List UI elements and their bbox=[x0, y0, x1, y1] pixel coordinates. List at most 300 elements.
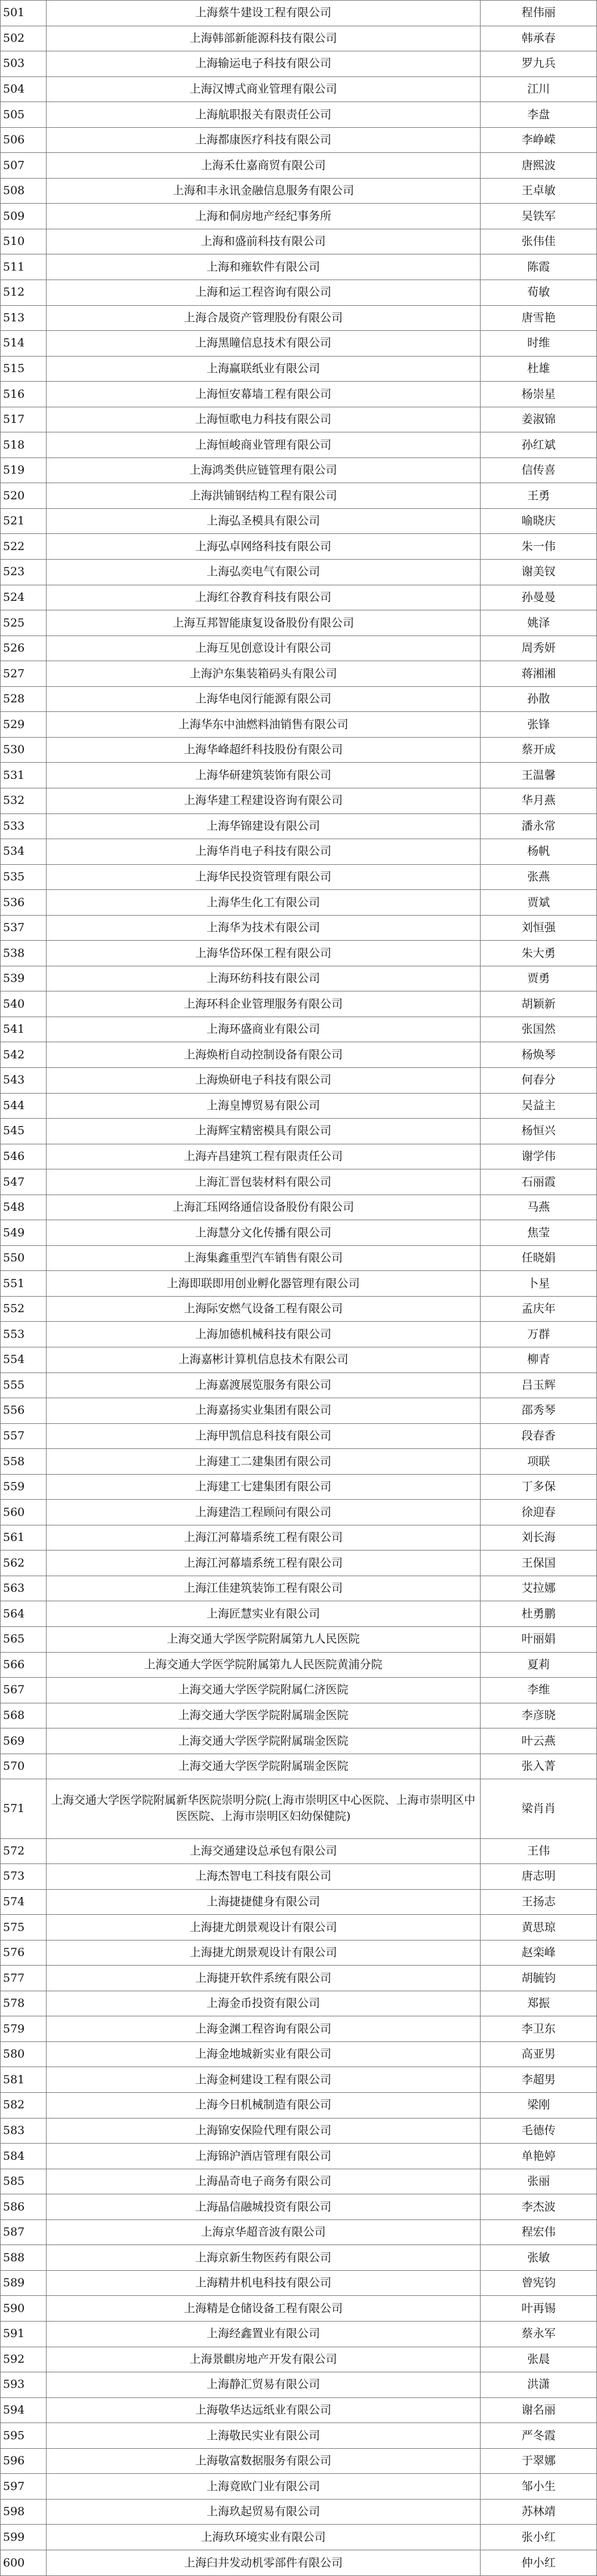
company-name: 上海华岱环保工程有限公司 bbox=[46, 941, 480, 966]
row-number: 501 bbox=[1, 1, 47, 26]
company-name: 上海敬富数据服务有限公司 bbox=[46, 2448, 480, 2474]
table-row bbox=[1, 788, 597, 813]
table-row bbox=[1, 1576, 597, 1601]
row-number: 579 bbox=[1, 2016, 47, 2042]
table-row bbox=[1, 661, 597, 687]
representative-name: 唐熙波 bbox=[481, 153, 597, 179]
representative-name: 李峥嵘 bbox=[481, 127, 597, 153]
company-name: 上海弘奕电气有限公司 bbox=[46, 560, 480, 585]
company-name: 上海江佳建筑装饰工程有限公司 bbox=[46, 1576, 480, 1601]
table-row bbox=[1, 508, 597, 534]
row-number: 566 bbox=[1, 1652, 47, 1678]
row-number: 537 bbox=[1, 915, 47, 941]
row-number: 599 bbox=[1, 2525, 47, 2550]
representative-name: 罗九兵 bbox=[481, 51, 597, 77]
row-number: 577 bbox=[1, 1966, 47, 1991]
representative-name: 杨恒兴 bbox=[481, 1119, 597, 1144]
row-number: 520 bbox=[1, 483, 47, 509]
row-number: 570 bbox=[1, 1754, 47, 1779]
table-row bbox=[1, 2448, 597, 2474]
table-row bbox=[1, 1889, 597, 1915]
company-name: 上海汇珏网络通信设备股份有限公司 bbox=[46, 1195, 480, 1220]
table-row bbox=[1, 1093, 597, 1119]
company-name: 上海静汇贸易有限公司 bbox=[46, 2372, 480, 2398]
representative-name: 张入菁 bbox=[481, 1754, 597, 1779]
representative-name: 任晓娟 bbox=[481, 1245, 597, 1271]
row-number: 583 bbox=[1, 2118, 47, 2144]
table-row bbox=[1, 686, 597, 712]
company-name: 上海辉宝精密模具有限公司 bbox=[46, 1119, 480, 1144]
representative-name: 李彦晓 bbox=[481, 1703, 597, 1728]
row-number: 582 bbox=[1, 2093, 47, 2118]
representative-name: 徐迎春 bbox=[481, 1500, 597, 1525]
table-row bbox=[1, 1449, 597, 1475]
company-name: 上海环盛商业有限公司 bbox=[46, 1017, 480, 1042]
representative-name: 王扬志 bbox=[481, 1889, 597, 1915]
representative-name: 陈霞 bbox=[481, 254, 597, 280]
row-number: 506 bbox=[1, 127, 47, 153]
row-number: 580 bbox=[1, 2041, 47, 2067]
row-number: 536 bbox=[1, 890, 47, 916]
table-row bbox=[1, 51, 597, 77]
table-row bbox=[1, 712, 597, 738]
table-row bbox=[1, 635, 597, 661]
representative-name: 张小红 bbox=[481, 2525, 597, 2550]
company-name: 上海建工七建集团有限公司 bbox=[46, 1474, 480, 1500]
representative-name: 贾斌 bbox=[481, 890, 597, 916]
row-number: 565 bbox=[1, 1627, 47, 1653]
company-name: 上海华东中油燃料油销售有限公司 bbox=[46, 712, 480, 738]
company-name: 上海玖环境实业有限公司 bbox=[46, 2525, 480, 2550]
table-row bbox=[1, 1474, 597, 1500]
table-row bbox=[1, 2041, 597, 2067]
representative-name: 张锋 bbox=[481, 712, 597, 738]
row-number: 598 bbox=[1, 2499, 47, 2525]
company-name: 上海精井机电科技有限公司 bbox=[46, 2270, 480, 2296]
representative-name: 苏林靖 bbox=[481, 2499, 597, 2525]
representative-name: 项联 bbox=[481, 1449, 597, 1475]
company-name: 上海加德机械科技有限公司 bbox=[46, 1322, 480, 1347]
table-row bbox=[1, 382, 597, 407]
representative-name: 朱大勇 bbox=[481, 941, 597, 966]
table-row bbox=[1, 254, 597, 280]
row-number: 576 bbox=[1, 1940, 47, 1966]
representative-name: 叶再锡 bbox=[481, 2296, 597, 2322]
representative-name: 蔡永军 bbox=[481, 2321, 597, 2347]
table-row bbox=[1, 2525, 597, 2550]
table-row bbox=[1, 76, 597, 102]
company-name: 上海华电闵行能源有限公司 bbox=[46, 686, 480, 712]
table-row bbox=[1, 2474, 597, 2500]
row-number: 573 bbox=[1, 1864, 47, 1890]
representative-name: 叶云燕 bbox=[481, 1728, 597, 1754]
representative-name: 谢学伟 bbox=[481, 1144, 597, 1169]
row-number: 524 bbox=[1, 585, 47, 610]
company-name: 上海华民投资管理有限公司 bbox=[46, 864, 480, 890]
company-name: 上海环纺科技有限公司 bbox=[46, 966, 480, 991]
table-row bbox=[1, 1652, 597, 1678]
table-row bbox=[1, 1347, 597, 1373]
table-row bbox=[1, 1601, 597, 1627]
company-name: 上海和运工程咨询有限公司 bbox=[46, 280, 480, 306]
table-row bbox=[1, 941, 597, 966]
table-row bbox=[1, 2296, 597, 2322]
row-number: 590 bbox=[1, 2296, 47, 2322]
table-row bbox=[1, 1169, 597, 1195]
representative-name: 李超男 bbox=[481, 2067, 597, 2093]
representative-name: 张敏 bbox=[481, 2245, 597, 2271]
table-row bbox=[1, 839, 597, 865]
company-name: 上海际安燃气设备工程有限公司 bbox=[46, 1296, 480, 1322]
representative-name: 洪潇 bbox=[481, 2372, 597, 2398]
company-name: 上海互见创意设计有限公司 bbox=[46, 635, 480, 661]
row-number: 543 bbox=[1, 1067, 47, 1093]
representative-name: 赵栾峰 bbox=[481, 1940, 597, 1966]
company-name: 上海和雍软件有限公司 bbox=[46, 254, 480, 280]
row-number: 546 bbox=[1, 1144, 47, 1169]
representative-name: 李卫东 bbox=[481, 2016, 597, 2042]
representative-name: 王伟 bbox=[481, 1838, 597, 1864]
row-number: 539 bbox=[1, 966, 47, 991]
representative-name: 朱一伟 bbox=[481, 534, 597, 560]
representative-name: 孟庆年 bbox=[481, 1296, 597, 1322]
representative-name: 杨崇星 bbox=[481, 382, 597, 407]
row-number: 515 bbox=[1, 356, 47, 382]
representative-name: 程宏伟 bbox=[481, 2219, 597, 2245]
row-number: 587 bbox=[1, 2219, 47, 2245]
row-number: 553 bbox=[1, 1322, 47, 1347]
row-number: 597 bbox=[1, 2474, 47, 2500]
row-number: 568 bbox=[1, 1703, 47, 1728]
representative-name: 严冬霞 bbox=[481, 2423, 597, 2449]
company-name: 上海匠慧实业有限公司 bbox=[46, 1601, 480, 1627]
row-number: 535 bbox=[1, 864, 47, 890]
company-name: 上海建工二建集团有限公司 bbox=[46, 1449, 480, 1475]
representative-name: 张丽 bbox=[481, 2169, 597, 2194]
row-number: 548 bbox=[1, 1195, 47, 1220]
representative-name: 黄思琼 bbox=[481, 1915, 597, 1941]
company-name: 上海交通大学医学院附属瑞金医院 bbox=[46, 1703, 480, 1728]
company-name: 上海敬华达远纸业有限公司 bbox=[46, 2397, 480, 2423]
table-row bbox=[1, 1245, 597, 1271]
representative-name: 韩承春 bbox=[481, 26, 597, 51]
row-number: 564 bbox=[1, 1601, 47, 1627]
table-row bbox=[1, 585, 597, 610]
company-name: 上海锦沪酒店管理有限公司 bbox=[46, 2144, 480, 2169]
company-name: 上海汉博式商业管理有限公司 bbox=[46, 76, 480, 102]
row-number: 556 bbox=[1, 1398, 47, 1424]
table-row bbox=[1, 1940, 597, 1966]
representative-name: 杜勇鹏 bbox=[481, 1601, 597, 1627]
company-name: 上海韩部新能源科技有限公司 bbox=[46, 26, 480, 51]
table-row bbox=[1, 915, 597, 941]
table-row bbox=[1, 2016, 597, 2042]
company-name: 上海和侗房地产经纪事务所 bbox=[46, 204, 480, 229]
company-name: 上海恒峻商业管理有限公司 bbox=[46, 432, 480, 458]
table-row bbox=[1, 1271, 597, 1297]
company-name: 上海臼井发动机零部件有限公司 bbox=[46, 2550, 480, 2575]
table-row bbox=[1, 2347, 597, 2372]
representative-name: 程伟丽 bbox=[481, 1, 597, 26]
table-row bbox=[1, 1195, 597, 1220]
table-row bbox=[1, 763, 597, 788]
table-row bbox=[1, 1119, 597, 1144]
table-row bbox=[1, 1525, 597, 1550]
company-name: 上海敬民实业有限公司 bbox=[46, 2423, 480, 2449]
company-name: 上海皇博贸易有限公司 bbox=[46, 1093, 480, 1119]
company-name: 上海都康医疗科技有限公司 bbox=[46, 127, 480, 153]
table-row bbox=[1, 2372, 597, 2398]
row-number: 514 bbox=[1, 331, 47, 357]
row-number: 504 bbox=[1, 76, 47, 102]
company-name: 上海焕桁自动控制设备有限公司 bbox=[46, 1042, 480, 1068]
table-row bbox=[1, 1678, 597, 1703]
representative-name: 于翠娜 bbox=[481, 2448, 597, 2474]
row-number: 517 bbox=[1, 407, 47, 432]
row-number: 545 bbox=[1, 1119, 47, 1144]
row-number: 550 bbox=[1, 1245, 47, 1271]
table-row bbox=[1, 178, 597, 204]
company-name: 上海汇晋包装材料有限公司 bbox=[46, 1169, 480, 1195]
table-row bbox=[1, 1915, 597, 1941]
company-name: 上海沪东集装箱码头有限公司 bbox=[46, 661, 480, 687]
representative-name: 李杰波 bbox=[481, 2194, 597, 2220]
table-row bbox=[1, 2219, 597, 2245]
representative-name: 张燕 bbox=[481, 864, 597, 890]
table-row bbox=[1, 305, 597, 331]
company-name: 上海晶信融城投资有限公司 bbox=[46, 2194, 480, 2220]
row-number: 585 bbox=[1, 2169, 47, 2194]
company-name: 上海锦安保险代理有限公司 bbox=[46, 2118, 480, 2144]
representative-name: 石丽霞 bbox=[481, 1169, 597, 1195]
company-name: 上海焕研电子科技有限公司 bbox=[46, 1067, 480, 1093]
company-name: 上海恒安幕墙工程有限公司 bbox=[46, 382, 480, 407]
representative-name: 胡颖新 bbox=[481, 991, 597, 1017]
row-number: 552 bbox=[1, 1296, 47, 1322]
representative-name: 李盘 bbox=[481, 102, 597, 128]
table-row bbox=[1, 2550, 597, 2575]
company-name: 上海弘圣模具有限公司 bbox=[46, 508, 480, 534]
company-name: 上海弘卓网络科技有限公司 bbox=[46, 534, 480, 560]
table-row bbox=[1, 1991, 597, 2016]
row-number: 593 bbox=[1, 2372, 47, 2398]
representative-name: 胡毓钧 bbox=[481, 1966, 597, 1991]
table-row bbox=[1, 2144, 597, 2169]
row-number: 542 bbox=[1, 1042, 47, 1068]
table-row bbox=[1, 2118, 597, 2144]
company-name: 上海和丰永讯金融信息服务有限公司 bbox=[46, 178, 480, 204]
row-number: 559 bbox=[1, 1474, 47, 1500]
representative-name: 梁刚 bbox=[481, 2093, 597, 2118]
table-row bbox=[1, 1017, 597, 1042]
representative-name: 刘恒强 bbox=[481, 915, 597, 941]
company-name: 上海和盛前科技有限公司 bbox=[46, 229, 480, 254]
company-name: 上海鸿类供应链管理有限公司 bbox=[46, 458, 480, 483]
representative-name: 何春分 bbox=[481, 1067, 597, 1093]
table-row bbox=[1, 432, 597, 458]
table-row bbox=[1, 610, 597, 636]
table-row bbox=[1, 1398, 597, 1424]
table-row bbox=[1, 1550, 597, 1576]
representative-name: 孙散 bbox=[481, 686, 597, 712]
representative-name: 周秀妍 bbox=[481, 635, 597, 661]
row-number: 591 bbox=[1, 2321, 47, 2347]
company-name: 上海互邦智能康复设备股份有限公司 bbox=[46, 610, 480, 636]
company-name: 上海红谷教育科技有限公司 bbox=[46, 585, 480, 610]
company-name: 上海交通大学医学院附属第九人民医院 bbox=[46, 1627, 480, 1653]
representative-name: 张晨 bbox=[481, 2347, 597, 2372]
table-row bbox=[1, 1703, 597, 1728]
row-number: 516 bbox=[1, 382, 47, 407]
row-number: 508 bbox=[1, 178, 47, 204]
representative-name: 高亚男 bbox=[481, 2041, 597, 2067]
row-number: 538 bbox=[1, 941, 47, 966]
company-name: 上海华峰超纤科技股份有限公司 bbox=[46, 737, 480, 763]
company-name: 上海卉昌建筑工程有限责任公司 bbox=[46, 1144, 480, 1169]
company-name: 上海华研建筑装饰有限公司 bbox=[46, 763, 480, 788]
company-name: 上海集鑫重型汽车销售有限公司 bbox=[46, 1245, 480, 1271]
representative-name: 喻晓庆 bbox=[481, 508, 597, 534]
table-row bbox=[1, 2169, 597, 2194]
representative-name: 杜雄 bbox=[481, 356, 597, 382]
table-row bbox=[1, 483, 597, 509]
row-number: 563 bbox=[1, 1576, 47, 1601]
table-row bbox=[1, 1322, 597, 1347]
representative-name: 焦莹 bbox=[481, 1220, 597, 1246]
representative-name: 贾勇 bbox=[481, 966, 597, 991]
company-name: 上海蔡牛建设工程有限公司 bbox=[46, 1, 480, 26]
representative-name: 王勇 bbox=[481, 483, 597, 509]
table-row bbox=[1, 966, 597, 991]
table-row bbox=[1, 2194, 597, 2220]
row-number: 571 bbox=[1, 1779, 47, 1838]
company-name: 上海京华超音波有限公司 bbox=[46, 2219, 480, 2245]
representative-name: 马燕 bbox=[481, 1195, 597, 1220]
representative-name: 刘长海 bbox=[481, 1525, 597, 1550]
table-row bbox=[1, 26, 597, 51]
row-number: 589 bbox=[1, 2270, 47, 2296]
company-name: 上海华生化工有限公司 bbox=[46, 890, 480, 916]
company-name: 上海交通建设总承包有限公司 bbox=[46, 1838, 480, 1864]
representative-name: 荀敏 bbox=[481, 280, 597, 306]
row-number: 551 bbox=[1, 1271, 47, 1297]
company-name: 上海金渊工程咨询有限公司 bbox=[46, 2016, 480, 2042]
company-name: 上海华建工程建设咨询有限公司 bbox=[46, 788, 480, 813]
company-name: 上海嘉扬实业集团有限公司 bbox=[46, 1398, 480, 1424]
representative-name: 郑振 bbox=[481, 1991, 597, 2016]
representative-name: 杨焕琴 bbox=[481, 1042, 597, 1068]
company-name: 上海建浩工程顾问有限公司 bbox=[46, 1500, 480, 1525]
table-row bbox=[1, 280, 597, 306]
company-name: 上海景麒房地产开发有限公司 bbox=[46, 2347, 480, 2372]
row-number: 533 bbox=[1, 813, 47, 839]
company-name: 上海恒歌电力科技有限公司 bbox=[46, 407, 480, 432]
row-number: 554 bbox=[1, 1347, 47, 1373]
company-name: 上海环科企业管理服务有限公司 bbox=[46, 991, 480, 1017]
company-name: 上海航职报关有限责任公司 bbox=[46, 102, 480, 128]
row-number: 502 bbox=[1, 26, 47, 51]
table-row bbox=[1, 1144, 597, 1169]
table-row bbox=[1, 127, 597, 153]
row-number: 569 bbox=[1, 1728, 47, 1754]
table-row bbox=[1, 1067, 597, 1093]
table-row bbox=[1, 1296, 597, 1322]
table-row bbox=[1, 1, 597, 26]
company-name: 上海洪铺钢结构工程有限公司 bbox=[46, 483, 480, 509]
row-number: 584 bbox=[1, 2144, 47, 2169]
row-number: 530 bbox=[1, 737, 47, 763]
company-name: 上海交通大学医学院附属新华医院崇明分院(上海市崇明区中心医院、上海市崇明区中医医院、上海市崇明区妇幼保健院) bbox=[46, 1779, 480, 1838]
row-number: 526 bbox=[1, 635, 47, 661]
company-name: 上海嘉彬计算机信息技术有限公司 bbox=[46, 1347, 480, 1373]
representative-name: 邹小生 bbox=[481, 2474, 597, 2500]
table-row bbox=[1, 2245, 597, 2271]
company-name: 上海江河幕墙系统工程有限公司 bbox=[46, 1550, 480, 1576]
company-name: 上海华为技术有限公司 bbox=[46, 915, 480, 941]
row-number: 511 bbox=[1, 254, 47, 280]
table-row bbox=[1, 890, 597, 916]
company-name: 上海京新生物医药有限公司 bbox=[46, 2245, 480, 2271]
representative-name: 信传喜 bbox=[481, 458, 597, 483]
table-row bbox=[1, 1864, 597, 1890]
row-number: 588 bbox=[1, 2245, 47, 2271]
table-row bbox=[1, 153, 597, 179]
company-name: 上海经鑫置业有限公司 bbox=[46, 2321, 480, 2347]
company-name: 上海杰智电工科技有限公司 bbox=[46, 1864, 480, 1890]
row-number: 519 bbox=[1, 458, 47, 483]
company-name: 上海晶奇电子商务有限公司 bbox=[46, 2169, 480, 2194]
table-row bbox=[1, 356, 597, 382]
row-number: 527 bbox=[1, 661, 47, 687]
company-name: 上海交通大学医学院附属瑞金医院 bbox=[46, 1754, 480, 1779]
representative-name: 孙红斌 bbox=[481, 432, 597, 458]
company-name: 上海竟欧门业有限公司 bbox=[46, 2474, 480, 2500]
representative-name: 卜星 bbox=[481, 1271, 597, 1297]
table-row bbox=[1, 2270, 597, 2296]
row-number: 594 bbox=[1, 2397, 47, 2423]
table-row bbox=[1, 2321, 597, 2347]
row-number: 547 bbox=[1, 1169, 47, 1195]
table-row bbox=[1, 864, 597, 890]
company-name: 上海黑瞳信息技术有限公司 bbox=[46, 331, 480, 357]
company-name: 上海交通大学医学院附属瑞金医院 bbox=[46, 1728, 480, 1754]
table-row bbox=[1, 560, 597, 585]
representative-name: 曾宪钧 bbox=[481, 2270, 597, 2296]
company-name: 上海金地城新实业有限公司 bbox=[46, 2041, 480, 2067]
company-name: 上海交通大学医学院附属仁济医院 bbox=[46, 1678, 480, 1703]
row-number: 549 bbox=[1, 1220, 47, 1246]
representative-name: 张国然 bbox=[481, 1017, 597, 1042]
company-name: 上海赢联纸业有限公司 bbox=[46, 356, 480, 382]
row-number: 574 bbox=[1, 1889, 47, 1915]
company-name: 上海禾仕嘉商贸有限公司 bbox=[46, 153, 480, 179]
row-number: 540 bbox=[1, 991, 47, 1017]
row-number: 572 bbox=[1, 1838, 47, 1864]
table-row bbox=[1, 1500, 597, 1525]
table-row bbox=[1, 407, 597, 432]
representative-name: 吕玉辉 bbox=[481, 1373, 597, 1398]
representative-name: 吴益主 bbox=[481, 1093, 597, 1119]
row-number: 522 bbox=[1, 534, 47, 560]
row-number: 532 bbox=[1, 788, 47, 813]
company-name: 上海金柯建设工程有限公司 bbox=[46, 2067, 480, 2093]
representative-name: 姜淑锦 bbox=[481, 407, 597, 432]
row-number: 544 bbox=[1, 1093, 47, 1119]
company-name: 上海金币投资有限公司 bbox=[46, 1991, 480, 2016]
representative-name: 王温馨 bbox=[481, 763, 597, 788]
table-row bbox=[1, 102, 597, 128]
table-row bbox=[1, 331, 597, 357]
